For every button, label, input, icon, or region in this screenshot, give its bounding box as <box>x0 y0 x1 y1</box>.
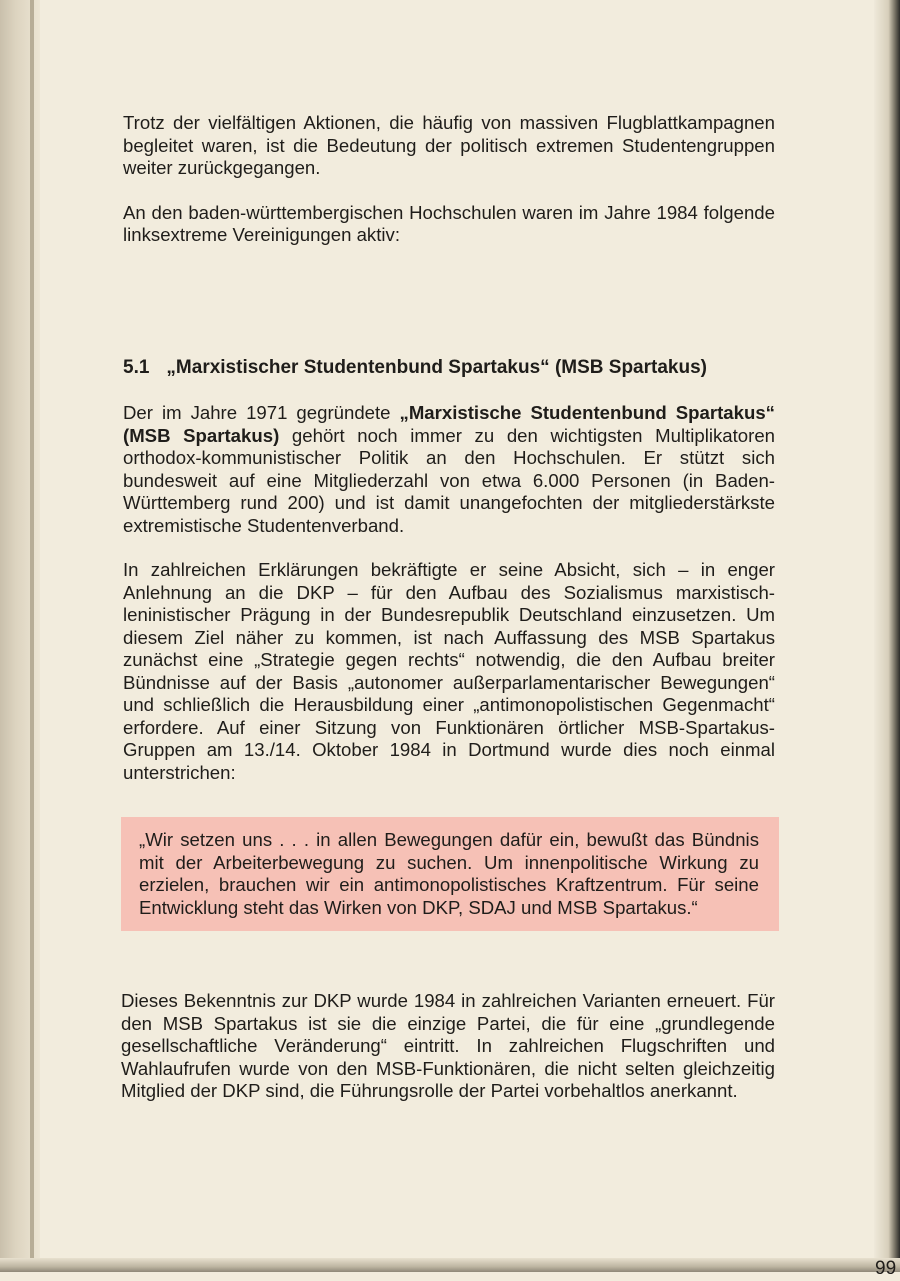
section-body <box>123 402 775 784</box>
book-edge-right <box>874 0 900 1272</box>
section-heading <box>123 356 707 380</box>
paragraph-organizations: An den baden-württembergischen Hochschulen waren im Jahre 1984 folgende linksextreme Vereinigungen aktiv: <box>123 201 775 245</box>
section-number: 5.1 <box>123 357 150 378</box>
page-number: 99 <box>875 1258 897 1279</box>
paragraph-strategy: In zahlreichen Erklärungen bekräftigte er seine Absicht, sich – in enger Anlehnung an die DKP – für den Aufbau des Sozialismus marxistisch-leninistischer Prägung in der Bundesrepublik Deutschland einzusetzen. Um diesem Ziel näher zu kommen, ist nach Auffassung des MSB Spartakus zunächst eine „Strategie gegen rechts“ notwendig, die den Aufbau breiter Bündnisse auf der Basis „autonomer außerparlamentarischer Bewegungen“ und schließlich die Herausbildung einer „antimonopolistischen Gegenmacht“ erfordere. Auf einer Sitzung von Funktionären örtlicher MSB-Spartakus-Gruppen am 13./14. Oktober 1984 in Dortmund wurde dies noch einmal unterstrichen: <box>123 559 775 783</box>
quote-text: „Wir setzen uns . . . in allen Bewegungen dafür ein, bewußt das Bündnis mit der Arbeiterbewegung zu suchen. Um innenpolitische Wirkung zu erzielen, brauchen wir ein antimonopolistisches Kraftzentrum. Für seine Entwicklung steht das Wirken von DKP, SDAJ und MSB Spartakus.“ <box>139 829 759 918</box>
highlighted-quote <box>121 817 779 931</box>
page-content <box>121 112 897 1279</box>
book-spine-line <box>30 0 34 1272</box>
paragraph-msb-bold-name: „Marxistische Studentenbund Spartakus“ (MSB Spartakus) <box>123 402 775 446</box>
section-title: „Marxistischer Studentenbund Spartakus“ (MSB Spartakus) <box>166 357 707 378</box>
closing-section <box>121 990 775 1103</box>
book-edge-bottom <box>0 1258 900 1272</box>
paragraph-msb-description <box>123 402 775 537</box>
paragraph-intro: Trotz der vielfältigen Aktionen, die häufig von massiven Flugblattkampagnen begleitet waren, ist die Bedeutung der politisch extremen Studentengruppen weiter zurückgegangen. <box>123 112 775 178</box>
paragraph-msb-intro: Der im Jahre 1971 gegründete <box>123 402 391 423</box>
paragraph-dkp-commitment: Dieses Bekenntnis zur DKP wurde 1984 in zahlreichen Varianten erneuert. Für den MSB Spartakus ist sie die einzige Partei, die für eine „grundlegende gesellschaftliche Veränderung“ eintritt. In zahlreichen Flugschriften und Wahlaufrufen wurde von den MSB-Funktionären, die nicht selten gleichzeitig Mitglied der DKP sind, die Führungsrolle der Partei vorbehaltlos anerkannt. <box>121 990 775 1101</box>
book-gutter-left <box>0 0 40 1272</box>
paragraph-msb-rest: gehört noch immer zu den wichtigsten Multiplikatoren orthodox-kommunistischer Politik an den Hochschulen. Er stützt sich bundesweit auf eine Mitgliederzahl von etwa 6.000 Personen (in Baden-Württemberg rund 200) und ist damit unangefochten der mitgliederstärkste extremistische Studentenverband. <box>123 424 776 536</box>
